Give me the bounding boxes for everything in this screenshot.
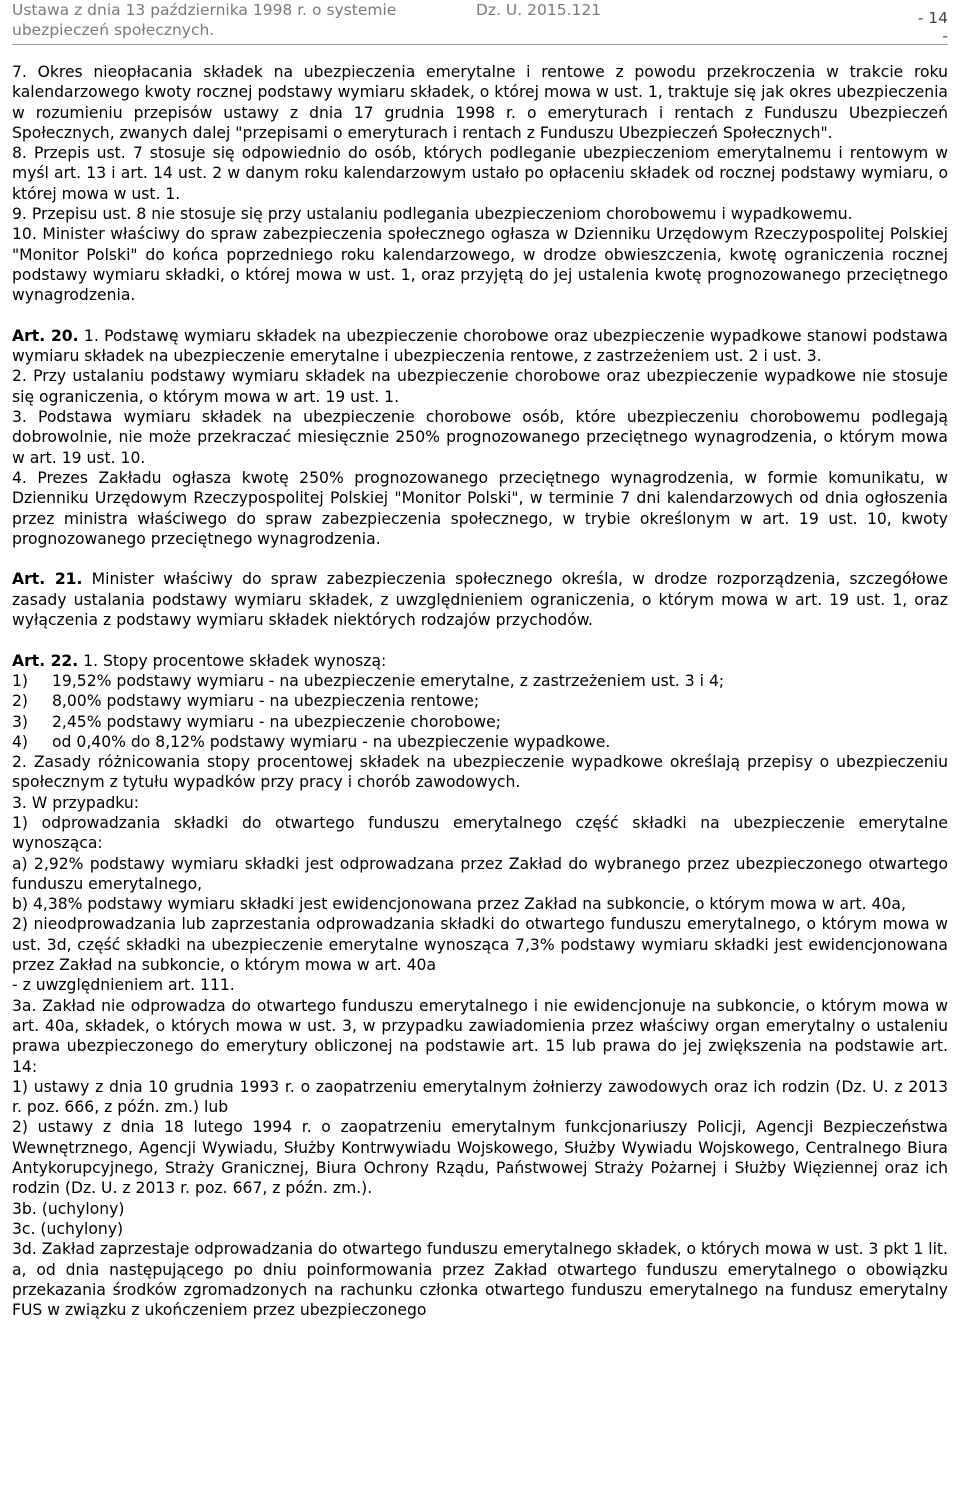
rate-item-number: 1) (12, 671, 29, 690)
art22-ust3-pkt1-lit-a: a) 2,92% podstawy wymiaru składki jest odprowadzana przez Zakład do wybranego przez ubezpieczonego otwartego funduszu emerytalnego, (12, 854, 948, 893)
art22-ust3-pkt1-lit-b: b) 4,38% podstawy wymiaru składki jest ewidencjonowana przez Zakład na subkoncie, o którym mowa w art. 40a, (12, 895, 906, 914)
paragraph-ust10: 10. Minister właściwy do spraw zabezpieczenia społecznego ogłasza w Dzienniku Urzędowym Rzeczypospolitej Polskiej "Monitor Polski" do końca poprzedniego roku kalendarzowego, w drodze obwieszczenia, kwotę ograniczenia rocznej podstawy wymiaru składki, o której mowa w ust. 1, oraz przyjętą do jej ustalenia kwotę prognozowanego przeciętnego wynagrodzenia. (12, 225, 948, 305)
page-number-dash: - (942, 27, 948, 45)
act-title-line2: ubezpieczeń społecznych. (12, 21, 215, 39)
rate-item (12, 691, 948, 711)
art22-ust3d: 3d. Zakład zaprzestaje odprowadzania do otwartego funduszu emerytalnego składek, o których mowa w ust. 3 pkt 1 lit. a, od dnia następującego po dniu poinformowania przez Zakład otwartego funduszu emerytalnego o obowiązku przekazania środków zgromadzonych na rachunku członka otwartego funduszu emerytalnego na fundusz emerytalny FUS w związku z ukończeniem przez ubezpieczonego (12, 1240, 948, 1320)
art20-ust4: 4. Prezes Zakładu ogłasza kwotę 250% prognozowanego przeciętnego wynagrodzenia, w formie komunikatu, w Dzienniku Urzędowym Rzeczypospolitej Polskiej "Monitor Polski", w terminie 7 dni kalendarzowych od dnia ogłoszenia przez ministra właściwego do spraw zabezpieczenia społecznego, w trybie określonym w art. 19 ust. 10, kwoty prognozowanego przeciętnego wynagrodzenia. (12, 468, 948, 548)
art22-label: Art. 22. (12, 651, 79, 670)
page-number-block (918, 0, 948, 46)
art20-ust1 (12, 326, 948, 367)
art20-label: Art. 20. (12, 326, 79, 345)
document-body (12, 62, 948, 1320)
art22-ust3a: 3a. Zakład nie odprowadza do otwartego funduszu emerytalnego i nie ewidencjonuje na subkoncie, o którym mowa w art. 40a, składek, o których mowa w ust. 3, w przypadku zawiadomienia przez właściwy organ emerytalny o ustaleniu prawa ubezpieczonego do emerytury obliczonej na podstawie art. 15 lub prawa do jej zwiększenia na podstawie art. 14: (12, 996, 948, 1076)
rate-item-number: 2) (12, 692, 29, 711)
rate-item-number: 4) (12, 732, 29, 751)
paragraph-ust9: 9. Przepisu ust. 8 nie stosuje się przy ustalaniu podlegania ubezpieczeniom chorobowemu i wypadkowemu. (12, 205, 853, 224)
art22-ust3-tail: - z uwzględnieniem art. 111. (12, 976, 235, 995)
rate-item-text: 8,00% podstawy wymiaru - na ubezpieczenia rentowe; (52, 692, 480, 711)
art20-ust1-text: 1. Podstawę wymiaru składek na ubezpieczenie chorobowe oraz ubezpieczenie wypadkowe stanowi podstawa wymiaru składek na ubezpieczenie emerytalne i ubezpieczenia rentowe, z zastrzeżeniem ust. 2 i ust. 3. (12, 326, 948, 366)
page-header (12, 0, 948, 45)
art22-ust3a-pkt1: 1) ustawy z dnia 10 grudnia 1993 r. o zaopatrzeniu emerytalnym żołnierzy zawodowych oraz ich rodzin (Dz. U. z 2013 r. poz. 666, z późn. zm.) lub (12, 1077, 948, 1117)
art22-ust1 (12, 651, 948, 671)
act-title (12, 0, 396, 40)
rate-item-text: od 0,40% do 8,12% podstawy wymiaru - na ubezpieczenie wypadkowe. (52, 732, 611, 751)
rate-item (12, 732, 948, 752)
rate-item-text: 2,45% podstawy wymiaru - na ubezpieczenie chorobowe; (52, 712, 502, 731)
art20-ust2: 2. Przy ustalaniu podstawy wymiaru składek na ubezpieczenie chorobowe oraz ubezpieczenie wypadkowe nie stosuje się ograniczenia, o którym mowa w art. 19 ust. 1. (12, 367, 948, 406)
art21 (12, 569, 948, 630)
art22-ust1-text: 1. Stopy procentowe składek wynoszą: (83, 651, 387, 670)
rate-item-text: 19,52% podstawy wymiaru - na ubezpieczenie emerytalne, z zastrzeżeniem ust. 3 i 4; (52, 671, 725, 690)
art20-ust3: 3. Podstawa wymiaru składek na ubezpieczenie chorobowe osób, które ubezpieczeniu chorobowemu podlegają dobrowolnie, nie może przekraczać miesięcznie 250% prognozowanego przeciętnego wynagrodzenia, o którym mowa w art. 19 ust. 10. (12, 408, 948, 467)
rate-item (12, 712, 948, 732)
act-title-line1: Ustawa z dnia 13 października 1998 r. o systemie (12, 1, 397, 19)
journal-reference: Dz. U. 2015.121 (476, 1, 602, 19)
art22-ust2: 2. Zasady różnicowania stopy procentowej składek na ubezpieczenie wypadkowe określają przepisy o ubezpieczeniu społecznym z tytułu wypadków przy pracy i chorób zawodowych. (12, 753, 948, 792)
art21-label: Art. 21. (12, 570, 83, 589)
rate-item (12, 671, 948, 691)
art22-ust3-pkt2: 2) nieodprowadzania lub zaprzestania odprowadzania składki do otwartego funduszu emerytalnego, o którym mowa w ust. 3d, część składki na ubezpieczenie emerytalne wynosząca 7,3% podstawy wymiaru składki jest ewidencjonowana przez Zakład na subkoncie, o którym mowa w art. 40a (12, 915, 948, 975)
art22-ust3b: 3b. (uchylony) (12, 1199, 125, 1218)
rate-item-number: 3) (12, 712, 29, 731)
art22-ust3: 3. W przypadku: (12, 793, 139, 812)
art22-ust3a-pkt2: 2) ustawy z dnia 18 lutego 1994 r. o zaopatrzeniu emerytalnym funkcjonariuszy Policji, Agencji Bezpieczeństwa Wewnętrznego, Agencji Wywiadu, Służby Kontrwywiadu Wojskowego, Służby Wywiadu Wojskowego, Centralnego Biura Antykorupcyjnego, Straży Granicznej, Biura Ochrony Rządu, Państwowej Straży Pożarnej i Służby Więziennej oraz ich rodzin (Dz. U. z 2013 r. poz. 667, z późn. zm.). (12, 1118, 948, 1198)
paragraph-ust7: 7. Okres nieopłacania składek na ubezpieczenia emerytalne i rentowe z powodu przekroczenia w trakcie roku kalendarzowego kwoty rocznej podstawy wymiaru składek, o której mowa w ust. 1, traktuje się jak okres ubezpieczenia w rozumieniu przepisów ustawy z dnia 17 grudnia 1998 r. o emeryturach i rentach z Funduszu Ubezpieczeń Społecznych, zwanych dalej "przepisami o emeryturach i rentach z Funduszu Ubezpieczeń Społecznych". (12, 63, 948, 142)
art22-ust3-pkt1: 1) odprowadzania składki do otwartego funduszu emerytalnego część składki na ubezpieczenie emerytalne wynosząca: (12, 813, 948, 853)
paragraph-ust8: 8. Przepis ust. 7 stosuje się odpowiednio do osób, których podleganie ubezpieczeniom emerytalnemu i rentowym w myśl art. 13 i art. 14 ust. 2 w danym roku kalendarzowym ustało po opłaceniu składek od rocznej podstawy wymiaru, o której mowa w ust. 1. (12, 144, 948, 203)
art21-text: Minister właściwy do spraw zabezpieczenia społecznego określa, w drodze rozporządzenia, szczegółowe zasady ustalania podstawy wymiaru składek, z uwzględnieniem ograniczenia, o którym mowa w art. 19 ust. 1, oraz wyłączenia z podstawy wymiaru składek niektórych rodzajów przychodów. (12, 570, 948, 630)
page-number: - 14 (917, 9, 948, 27)
art22-ust3c: 3c. (uchylony) (12, 1219, 124, 1238)
